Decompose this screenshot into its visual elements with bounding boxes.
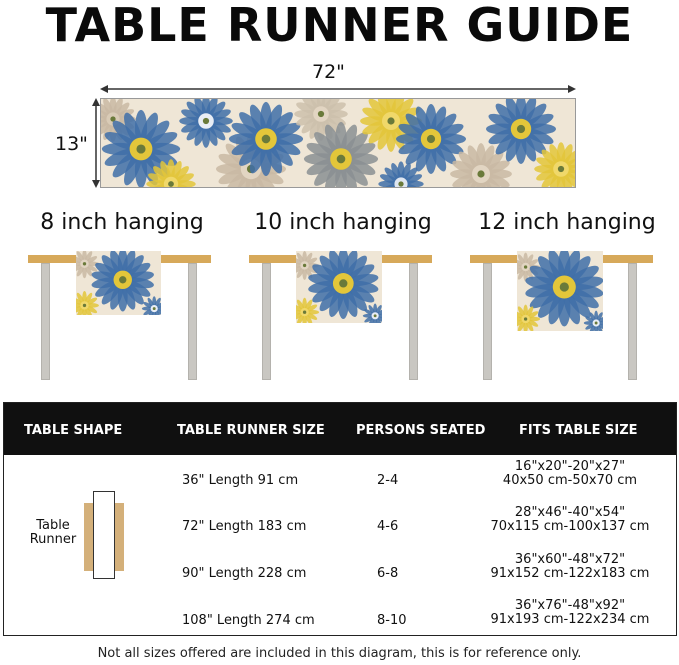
- table-runner-shape-icon: [84, 499, 124, 575]
- row-size: 36" Length 91 cm: [182, 473, 299, 488]
- shape-label: [18, 519, 88, 547]
- header-fits-table-size: FITS TABLE SIZE: [519, 423, 638, 438]
- row-size: 72" Length 183 cm: [182, 519, 307, 534]
- hanging-label-8: 8 inch hanging: [40, 210, 204, 235]
- hanging-runner-12: [517, 251, 603, 331]
- length-dimension-arrow: [100, 84, 576, 94]
- row-fits-cm: 40x50 cm-50x70 cm: [502, 473, 638, 488]
- row-fits-inches: 28"x46"-40"x54": [514, 505, 626, 520]
- row-fits: [470, 460, 670, 488]
- table-runner-illustration: [100, 98, 576, 188]
- shape-label-line1: Table: [36, 518, 70, 533]
- page-title: TABLE RUNNER GUIDE: [45, 0, 634, 52]
- row-fits-cm: 91x193 cm-122x234 cm: [490, 612, 650, 627]
- header-persons-seated: PERSONS SEATED: [356, 423, 486, 438]
- row-fits-cm: 70x115 cm-100x137 cm: [490, 519, 650, 534]
- footnote: Not all sizes offered are included in this diagram, this is for reference only.: [97, 646, 582, 661]
- flower-decoration: [229, 102, 303, 176]
- row-fits-inches: 36"x60"-48"x72": [514, 552, 626, 567]
- shape-label-line2: Runner: [29, 532, 77, 547]
- row-fits-cm: 91x152 cm-122x183 cm: [490, 566, 650, 581]
- row-fits: [470, 599, 670, 627]
- row-persons: 2-4: [377, 473, 399, 488]
- hanging-runner-10: [296, 251, 382, 323]
- row-persons: 8-10: [377, 613, 407, 628]
- hanging-runner-8: [76, 251, 161, 315]
- runner-length-label: 72": [312, 61, 345, 83]
- table-header-row: [4, 403, 676, 455]
- row-fits-inches: 36"x76"-48"x92": [514, 598, 626, 613]
- header-table-shape: TABLE SHAPE: [24, 423, 123, 438]
- row-persons: 6-8: [377, 566, 399, 581]
- row-size: 90" Length 228 cm: [182, 566, 307, 581]
- header-runner-size: TABLE RUNNER SIZE: [177, 423, 325, 438]
- row-size: 108" Length 274 cm: [182, 613, 315, 628]
- row-fits-inches: 16"x20"-20"x27": [514, 459, 626, 474]
- size-guide-table: [3, 402, 677, 636]
- hanging-label-10: 10 inch hanging: [254, 210, 432, 235]
- row-persons: 4-6: [377, 519, 399, 534]
- row-fits: [470, 506, 670, 534]
- hanging-label-12: 12 inch hanging: [478, 210, 656, 235]
- row-fits: [470, 553, 670, 581]
- runner-width-label: 13": [55, 133, 88, 155]
